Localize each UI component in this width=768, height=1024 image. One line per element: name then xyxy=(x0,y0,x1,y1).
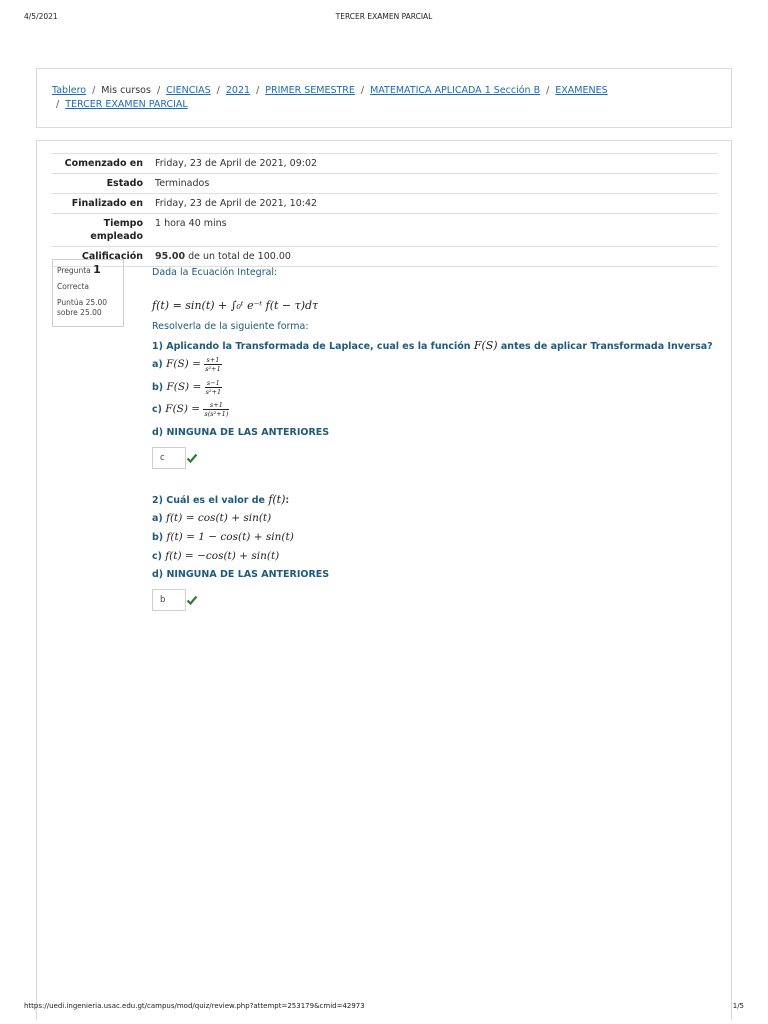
option-prefix: c) xyxy=(152,551,162,562)
summary-row-time xyxy=(52,214,718,247)
breadcrumb-link-primer-semestre[interactable]: PRIMER SEMESTRE xyxy=(265,85,355,96)
summary-value: 1 hora 40 mins xyxy=(149,214,718,247)
breadcrumb-link-tablero[interactable]: Tablero xyxy=(52,85,87,96)
question-label: Pregunta xyxy=(57,266,91,275)
check-icon xyxy=(186,452,198,464)
print-date: 4/5/2021 xyxy=(24,12,58,21)
summary-value: Friday, 23 de April de 2021, 09:02 xyxy=(149,154,718,174)
print-page-number: 1/5 xyxy=(732,1002,744,1010)
summary-value xyxy=(149,247,718,267)
option-fraction xyxy=(204,356,222,373)
print-title: TERCER EXAMEN PARCIAL xyxy=(335,12,433,21)
print-footer xyxy=(0,1002,768,1014)
breadcrumb-link-2021[interactable]: 2021 xyxy=(225,85,251,96)
question-points-line: Puntúa 25.00 xyxy=(57,298,108,307)
summary-label-line: empleado xyxy=(90,231,143,242)
quiz-review-card xyxy=(36,140,732,1020)
summary-label: Calificación xyxy=(52,247,149,267)
fraction-numerator: s+1 xyxy=(204,356,222,365)
summary-label: Estado xyxy=(52,174,149,194)
integral-equation: f(t) = sin(t) + ∫₀ᵗ e⁻ᵗ f(t − τ)dτ xyxy=(152,299,319,312)
part1-option-a xyxy=(152,356,222,373)
summary-label-line: Tiempo xyxy=(103,218,143,229)
question-status: Correcta xyxy=(57,282,89,291)
option-prefix: b) xyxy=(152,532,164,543)
part1-prompt-text: antes de aplicar Transformada Inversa? xyxy=(497,341,713,352)
breadcrumb-card xyxy=(36,68,732,128)
summary-label: Comenzado en xyxy=(52,154,149,174)
summary-label xyxy=(52,214,149,247)
breadcrumb-item-mis-cursos: Mis cursos xyxy=(101,85,151,96)
option-lhs: F(S) = xyxy=(166,358,201,370)
breadcrumb-separator: / xyxy=(216,85,220,96)
option-fraction xyxy=(205,379,223,396)
print-url: https://uedi.ingenieria.usac.edu.gt/campus/mod/quiz/review.php?attempt=253179&cmid=42973 xyxy=(24,1002,365,1010)
question-intro: Dada la Ecuación Integral: xyxy=(152,267,278,278)
breadcrumb-separator: / xyxy=(56,99,60,110)
part1-prompt-math: F(S) xyxy=(473,339,498,352)
option-expression: f(t) = cos(t) + sin(t) xyxy=(166,512,272,524)
part1-option-d: d) NINGUNA DE LAS ANTERIORES xyxy=(152,427,330,438)
part1-prompt xyxy=(152,339,713,352)
option-prefix: a) xyxy=(152,513,163,524)
summary-row-finished xyxy=(52,194,718,214)
check-icon xyxy=(186,594,198,606)
option-prefix: a) xyxy=(152,359,163,370)
fraction-numerator: s−1 xyxy=(205,379,223,388)
option-expression: f(t) = −cos(t) + sin(t) xyxy=(165,550,280,562)
question-points-line: sobre 25.00 xyxy=(57,308,102,317)
breadcrumb-link-examenes[interactable]: EXAMENES xyxy=(555,85,608,96)
part2-prompt-text: : xyxy=(285,495,290,506)
summary-value: Friday, 23 de April de 2021, 10:42 xyxy=(149,194,718,214)
summary-label: Finalizado en xyxy=(52,194,149,214)
breadcrumb xyxy=(52,84,652,112)
option-prefix: c) xyxy=(152,404,162,415)
breadcrumb-separator: / xyxy=(256,85,260,96)
attempt-summary-table xyxy=(52,153,718,267)
grade-score: 95.00 xyxy=(155,251,186,262)
option-lhs: F(S) = xyxy=(166,381,202,393)
fraction-denominator: s²+1 xyxy=(205,365,221,373)
fraction-numerator: s+1 xyxy=(203,401,229,410)
breadcrumb-link-tercer-examen[interactable]: TERCER EXAMEN PARCIAL xyxy=(65,99,188,110)
option-prefix: b) xyxy=(152,382,164,393)
part2-prompt-math: f(t) xyxy=(268,493,286,506)
part1-option-b xyxy=(152,379,222,396)
part2-option-b xyxy=(152,531,294,543)
part2-answer-input[interactable]: b xyxy=(152,589,186,611)
part1-option-c xyxy=(152,401,229,418)
part1-answer-input[interactable]: c xyxy=(152,447,186,469)
breadcrumb-link-course[interactable]: MATEMATICA APLICADA 1 Sección B xyxy=(370,85,541,96)
part2-option-a xyxy=(152,512,271,524)
breadcrumb-separator: / xyxy=(92,85,96,96)
question-instruction: Resolverla de la siguiente forma: xyxy=(152,321,309,332)
summary-value: Terminados xyxy=(149,174,718,194)
breadcrumb-separator: / xyxy=(156,85,161,96)
part2-option-c xyxy=(152,550,279,562)
question-info-box xyxy=(52,259,124,327)
fraction-denominator: s(s²+1) xyxy=(204,410,229,418)
question-number: 1 xyxy=(93,263,101,276)
part1-prompt-text: 1) Aplicando la Transformada de Laplace, cual es la función xyxy=(152,341,474,352)
breadcrumb-link-ciencias[interactable]: CIENCIAS xyxy=(166,85,211,96)
print-header xyxy=(0,12,768,24)
part2-option-d: d) NINGUNA DE LAS ANTERIORES xyxy=(152,569,330,580)
option-fraction xyxy=(203,401,229,418)
option-expression: f(t) = 1 − cos(t) + sin(t) xyxy=(166,531,294,543)
summary-row-started xyxy=(52,154,718,174)
breadcrumb-separator: / xyxy=(360,85,365,96)
breadcrumb-separator: / xyxy=(546,85,550,96)
fraction-denominator: s²+1 xyxy=(205,388,222,396)
option-lhs: F(S) = xyxy=(165,403,201,415)
part2-prompt-text: 2) Cuál es el valor de xyxy=(152,495,269,506)
grade-total: de un total de 100.00 xyxy=(185,251,291,262)
summary-row-grade xyxy=(52,247,718,267)
part2-prompt xyxy=(152,493,289,506)
summary-row-state xyxy=(52,174,718,194)
